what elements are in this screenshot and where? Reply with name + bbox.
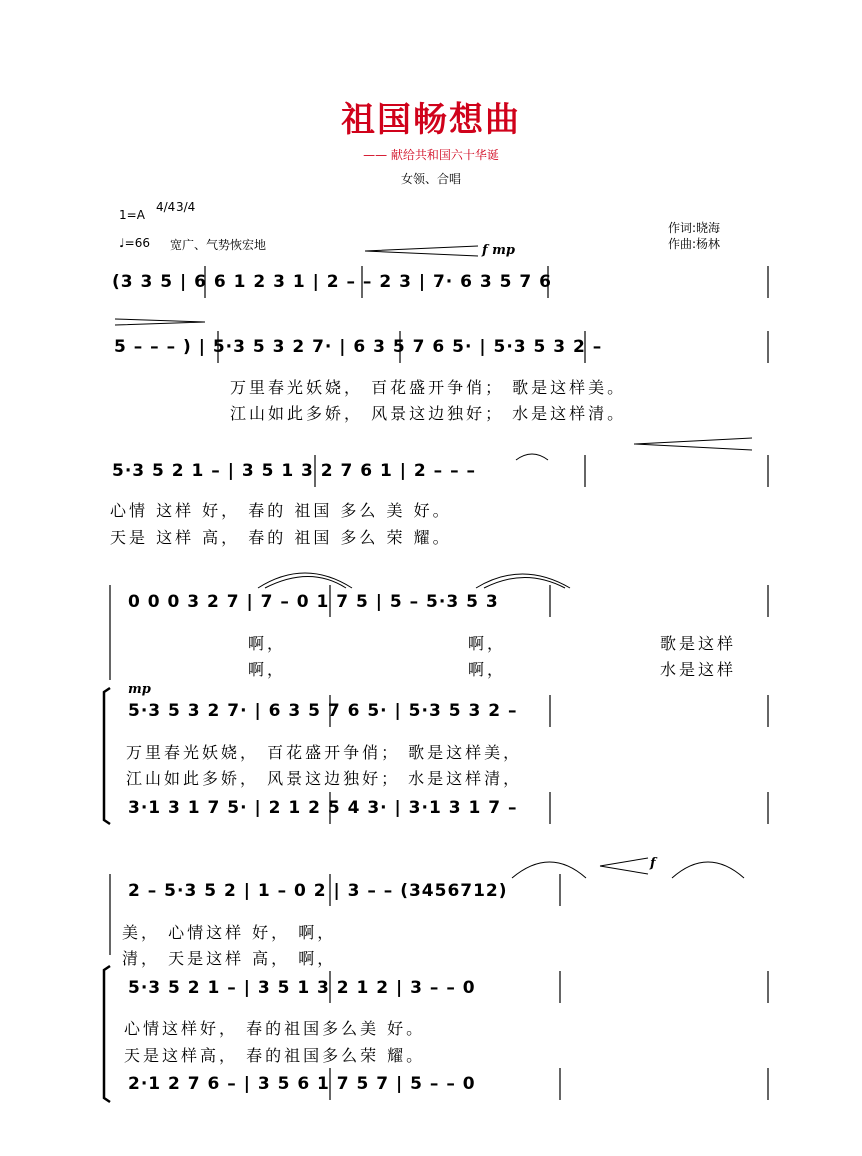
system4-choir-notes: 5·3 5 3 2 7· | 6 3 5 7 6 5· | 5·3 5 3 2 – [128,701,518,721]
lyricist-credit: 作词:晓海 [668,221,721,235]
system4-solo-lyric2-c: 水是这样 [660,660,737,679]
choir-braces [104,688,110,1102]
system5-solo-lyrics-1: 美， 心情这样 好， 啊， [122,923,337,942]
system3-notes: 5·3 5 2 1 – | 3 5 1 3 2 7 6 1 | 2 – – – [112,461,477,481]
hairpins [115,246,752,874]
song-title: 祖国畅想曲 [341,100,521,140]
system4-solo-lyric1-a: 啊， [248,634,287,653]
system5-solo-notes: 2 – 5·3 5 2 | 1 – 0 2 | 3 – – (3456712) [128,881,508,901]
key-signature: 1=A [119,208,145,222]
time-sig-2-text: 3/4 [176,200,196,214]
system2-notes: 5 – – – ) | 5·3 5 3 2 7· | 6 3 5 7 6 5· | 5·3 5 3 2 – [114,337,603,357]
slurs [258,454,744,878]
system4-solo-lyric1-b: 啊， [468,634,507,653]
bar-lines [110,266,768,1100]
system4-solo-lyric2-a: 啊， [248,660,287,679]
system4-solo-lyric1-c: 歌是这样 [660,634,737,653]
system4-choir-lyrics-2: 江山如此多娇， 风景这边独好； 水是这样清， [126,769,523,788]
system5-choir-lyrics-1: 心情这样好， 春的祖国多么美 好。 [124,1019,426,1038]
dynamic-f-mp: f mp [482,243,515,258]
dynamic-mp: mp [128,682,151,697]
system5-solo-lyrics-2: 清， 天是这样 高， 啊， [122,949,337,968]
system1-notes: (3 3 5 | 6 6 1 2 3 1 | 2 – – 2 3 | 7· 6 3 5 7 6 [112,272,552,292]
performance-type: 女领、合唱 [400,172,461,186]
system3-lyrics-1: 心情 这样 好， 春的 祖国 多么 美 好。 [110,501,452,520]
time-sig-1-text: 4/4 [156,200,176,214]
system2-lyrics-2: 江山如此多娇， 风景这边独好； 水是这样清。 [230,404,627,423]
system2-lyrics-1: 万里春光妖娆， 百花盛开争俏； 歌是这样美。 [230,378,627,397]
composer-credit: 作曲:杨林 [668,237,721,251]
system5-choir-lyrics-2: 天是这样高， 春的祖国多么荣 耀。 [124,1046,426,1065]
system4-solo-lyric2-b: 啊， [468,660,507,679]
expression-marking: 宽广、气势恢宏地 [170,238,267,252]
dynamic-f: f [650,856,656,871]
system5-bass-notes: 2·1 2 7 6 – | 3 5 6 1 7 5 7 | 5 – – 0 [128,1074,476,1094]
system4-choir-lyrics-1: 万里春光妖娆， 百花盛开争俏； 歌是这样美， [126,743,523,762]
song-subtitle: —— 献给共和国六十华诞 [363,148,499,162]
system4-solo-notes: 0 0 0 3 2 7 | 7 – 0 1 7 5 | 5 – 5·3 5 3 [128,592,499,612]
system4-bass-notes: 3·1 3 1 7 5· | 2 1 2 5 4 3· | 3·1 3 1 7 – [128,798,518,818]
system3-lyrics-2: 天是 这样 高， 春的 祖国 多么 荣 耀。 [110,528,452,547]
system5-choir-notes: 5·3 5 2 1 – | 3 5 1 3 2 1 2 | 3 – – 0 [128,978,476,998]
tempo-marking: ♩=66 [119,236,150,250]
